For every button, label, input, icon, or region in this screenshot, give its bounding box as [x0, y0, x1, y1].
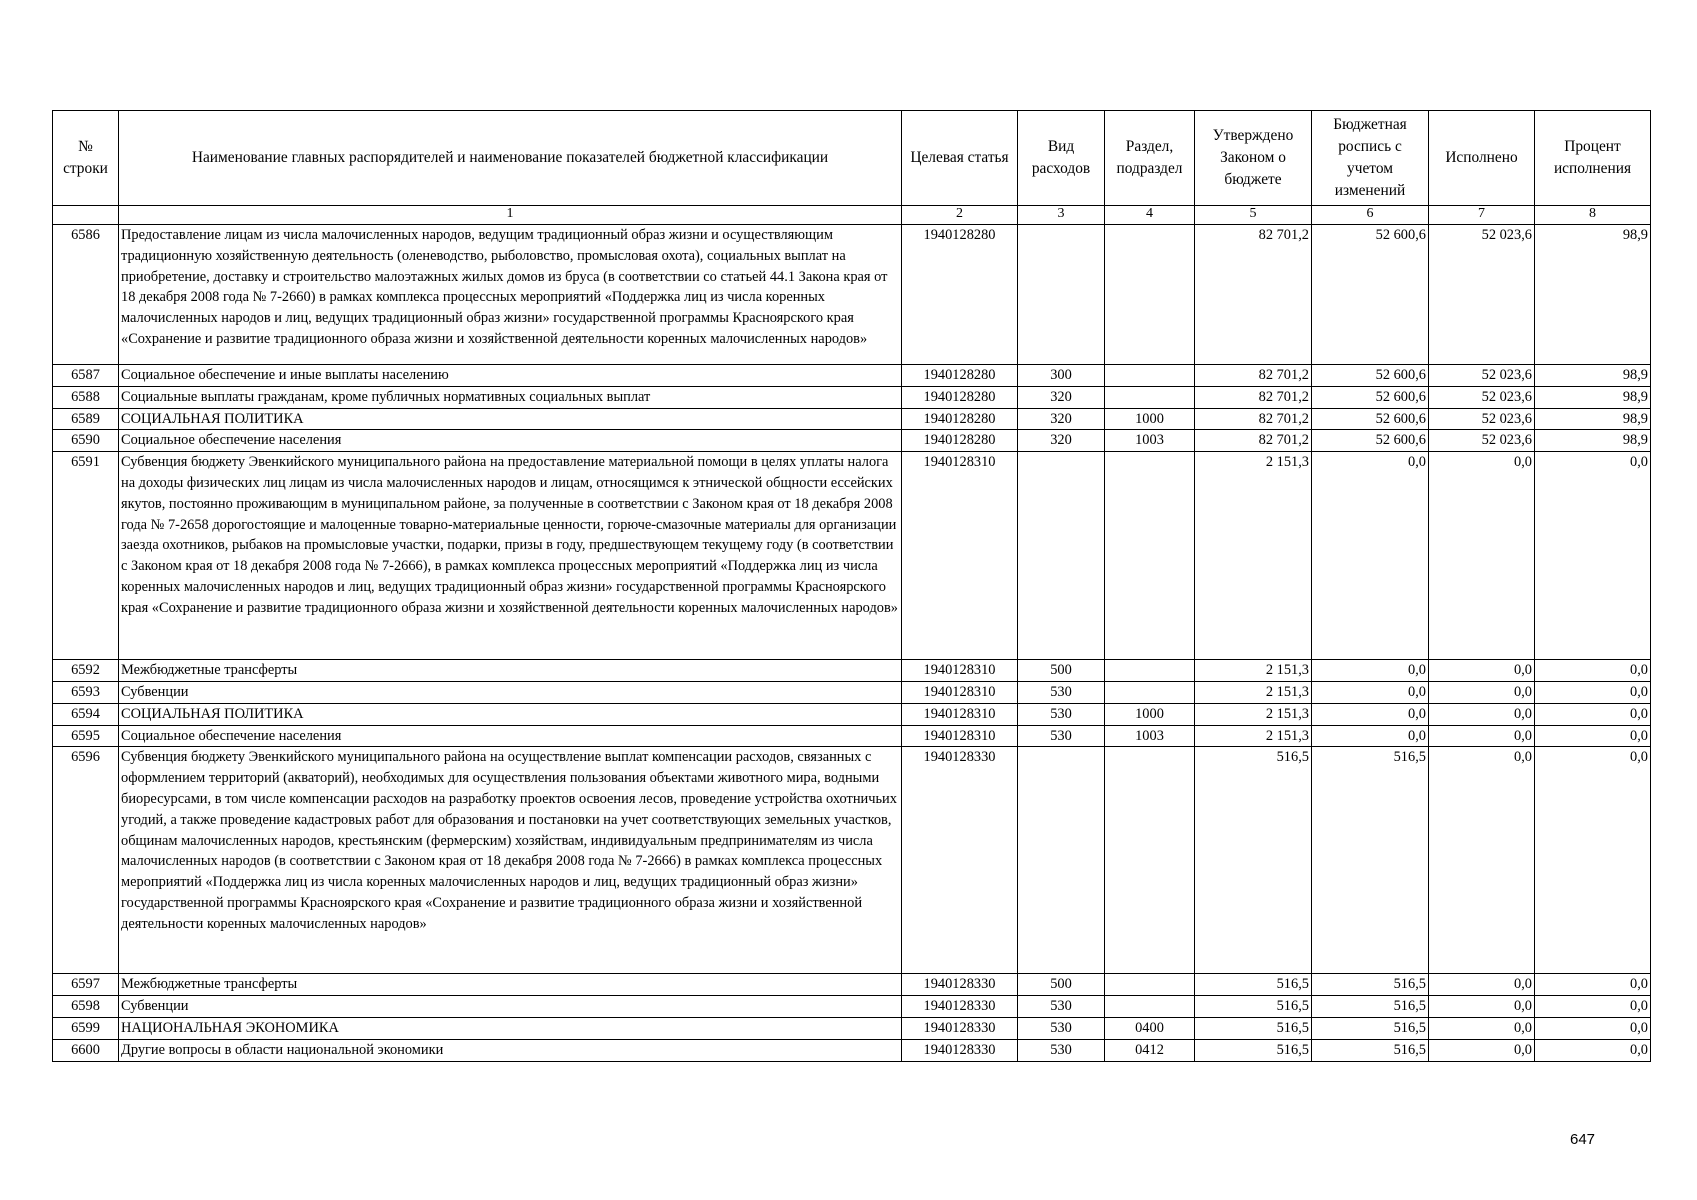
row-executed: 0,0 [1429, 452, 1535, 660]
column-number: 5 [1195, 206, 1312, 225]
row-number: 6593 [53, 681, 119, 703]
row-approved: 2 151,3 [1195, 452, 1312, 660]
row-executed: 0,0 [1429, 703, 1535, 725]
row-number: 6587 [53, 365, 119, 387]
row-expense-kind: 530 [1018, 1039, 1105, 1061]
column-number: 4 [1105, 206, 1195, 225]
row-approved: 82 701,2 [1195, 386, 1312, 408]
row-percent: 98,9 [1535, 408, 1651, 430]
row-approved: 82 701,2 [1195, 365, 1312, 387]
row-name: Предоставление лицам из числа малочисленных народов, ведущим традиционный образ жизни и осуществляющим традиционную хозяйственную деятельность (оленеводство, рыболовство, промысловая охота), социальных выплат на приобретение, доставку и строительство малоэтажных жилых домов из бруса (в соответствии со статьей 44.1 Закона края от 18 декабря 2008 года № 7-2660) в рамках комплекса процессных мероприятий «Поддержка лиц из числа коренных малочисленных народов и лиц, ведущих традиционный образ жизни» государственной программы Красноярского края «Сохранение и развитие традиционного образа жизни и хозяйственной деятельности коренных малочисленных народов» [119, 225, 902, 365]
row-approved: 516,5 [1195, 996, 1312, 1018]
header-row [53, 111, 1651, 206]
header-target-article: Целевая статья [902, 111, 1018, 206]
row-number: 6596 [53, 747, 119, 974]
table-row [53, 386, 1651, 408]
row-number: 6592 [53, 660, 119, 682]
row-name: НАЦИОНАЛЬНАЯ ЭКОНОМИКА [119, 1017, 902, 1039]
table-row [53, 408, 1651, 430]
row-expense-kind: 320 [1018, 430, 1105, 452]
row-percent: 0,0 [1535, 725, 1651, 747]
row-number: 6591 [53, 452, 119, 660]
row-budget-schedule: 0,0 [1312, 660, 1429, 682]
table-row [53, 974, 1651, 996]
row-approved: 516,5 [1195, 747, 1312, 974]
row-percent: 0,0 [1535, 703, 1651, 725]
row-percent: 0,0 [1535, 1017, 1651, 1039]
row-section: 1003 [1105, 725, 1195, 747]
row-name: Субвенция бюджету Эвенкийского муниципального района на предоставление материальной помощи в целях уплаты налога на доходы физических лиц лицам из числа малочисленных народов и лицам, относящимся к этнической общности ессейских якутов, постоянно проживающим в муниципальном районе, за полученные в соответствии с Законом края от 18 декабря 2008 года № 7-2658 дорогостоящие и малоценные товарно-материальные ценности, горюче-смазочные материалы для организации заезда охотников, рыбаков на промысловые участки, подарки, призы в году, предшествующем текущему году (в соответствии с Законом края от 18 декабря 2008 года № 7-2666), в рамках комплекса процессных мероприятий «Поддержка лиц из числа коренных малочисленных народов и лиц, ведущих традиционный образ жизни» государственной программы Красноярского края «Сохранение и развитие традиционного образа жизни и хозяйственной деятельности коренных малочисленных народов» [119, 452, 902, 660]
row-percent: 0,0 [1535, 452, 1651, 660]
row-name: Межбюджетные трансферты [119, 660, 902, 682]
row-percent: 0,0 [1535, 1039, 1651, 1061]
table-row [53, 996, 1651, 1018]
row-number: 6586 [53, 225, 119, 365]
row-executed: 0,0 [1429, 974, 1535, 996]
row-executed: 0,0 [1429, 660, 1535, 682]
row-executed: 52 023,6 [1429, 225, 1535, 365]
row-budget-schedule: 52 600,6 [1312, 408, 1429, 430]
row-expense-kind: 500 [1018, 660, 1105, 682]
row-executed: 0,0 [1429, 1039, 1535, 1061]
row-percent: 0,0 [1535, 974, 1651, 996]
row-budget-schedule: 0,0 [1312, 725, 1429, 747]
column-number: 7 [1429, 206, 1535, 225]
row-number: 6595 [53, 725, 119, 747]
row-section: 0400 [1105, 1017, 1195, 1039]
row-budget-schedule: 0,0 [1312, 452, 1429, 660]
row-budget-schedule: 0,0 [1312, 681, 1429, 703]
row-executed: 0,0 [1429, 1017, 1535, 1039]
table-row [53, 430, 1651, 452]
row-budget-schedule: 516,5 [1312, 974, 1429, 996]
row-name: Социальное обеспечение населения [119, 725, 902, 747]
column-number: 6 [1312, 206, 1429, 225]
column-number: 3 [1018, 206, 1105, 225]
row-target-article: 1940128280 [902, 408, 1018, 430]
row-executed: 52 023,6 [1429, 430, 1535, 452]
page-number: 647 [1570, 1131, 1596, 1148]
row-budget-schedule: 516,5 [1312, 1017, 1429, 1039]
row-number: 6598 [53, 996, 119, 1018]
row-name: Субвенции [119, 996, 902, 1018]
header-row-number: № строки [53, 111, 119, 206]
table-row [53, 660, 1651, 682]
column-number: 2 [902, 206, 1018, 225]
row-approved: 82 701,2 [1195, 225, 1312, 365]
row-section: 1000 [1105, 408, 1195, 430]
table-row [53, 681, 1651, 703]
row-target-article: 1940128280 [902, 386, 1018, 408]
row-executed: 0,0 [1429, 681, 1535, 703]
table-row [53, 1017, 1651, 1039]
header-section: Раздел, подраздел [1105, 111, 1195, 206]
row-section [1105, 452, 1195, 660]
row-budget-schedule: 516,5 [1312, 996, 1429, 1018]
row-executed: 0,0 [1429, 996, 1535, 1018]
row-percent: 98,9 [1535, 365, 1651, 387]
row-budget-schedule: 516,5 [1312, 1039, 1429, 1061]
row-percent: 98,9 [1535, 430, 1651, 452]
header-percent: Процент исполнения [1535, 111, 1651, 206]
row-section: 1003 [1105, 430, 1195, 452]
header-approved: Утверждено Законом о бюджете [1195, 111, 1312, 206]
row-name: Социальные выплаты гражданам, кроме публичных нормативных социальных выплат [119, 386, 902, 408]
table-row [53, 452, 1651, 660]
header-expense-kind: Вид расходов [1018, 111, 1105, 206]
row-expense-kind: 530 [1018, 703, 1105, 725]
column-number-row [53, 206, 1651, 225]
row-target-article: 1940128310 [902, 660, 1018, 682]
row-budget-schedule: 52 600,6 [1312, 386, 1429, 408]
row-executed: 52 023,6 [1429, 365, 1535, 387]
row-name: Субвенция бюджету Эвенкийского муниципального района на осуществление выплат компенсации расходов, связанных с оформлением территорий (акваторий), необходимых для осуществления пользования объектами животного мира, водными биоресурсами, в том числе компенсации расходов на разработку проектов освоения лесов, проведение устройства охотничьих угодий, а также проведение кадастровых работ для образования и постановки на учет соответствующих земельных участков, общинам малочисленных народов, крестьянским (фермерским) хозяйствам, индивидуальным предпринимателям из числа малочисленных народов (в соответствии с Законом края от 18 декабря 2008 года № 7-2666) в рамках комплекса процессных мероприятий «Поддержка лиц из числа коренных малочисленных народов и лиц, ведущих традиционный образ жизни» государственной программы Красноярского края «Сохранение и развитие традиционного образа жизни и хозяйственной деятельности коренных малочисленных народов» [119, 747, 902, 974]
row-section [1105, 747, 1195, 974]
table-row [53, 225, 1651, 365]
row-target-article: 1940128280 [902, 430, 1018, 452]
row-name: СОЦИАЛЬНАЯ ПОЛИТИКА [119, 703, 902, 725]
row-section: 0412 [1105, 1039, 1195, 1061]
row-budget-schedule: 0,0 [1312, 703, 1429, 725]
column-number: 8 [1535, 206, 1651, 225]
row-name: Социальное обеспечение и иные выплаты населению [119, 365, 902, 387]
row-number: 6589 [53, 408, 119, 430]
row-expense-kind: 500 [1018, 974, 1105, 996]
row-expense-kind: 530 [1018, 681, 1105, 703]
row-target-article: 1940128330 [902, 1017, 1018, 1039]
row-target-article: 1940128330 [902, 1039, 1018, 1061]
table-row [53, 365, 1651, 387]
header-name: Наименование главных распорядителей и наименование показателей бюджетной классификации [119, 111, 902, 206]
budget-table [52, 110, 1651, 1062]
row-number: 6590 [53, 430, 119, 452]
row-name: СОЦИАЛЬНАЯ ПОЛИТИКА [119, 408, 902, 430]
row-target-article: 1940128310 [902, 681, 1018, 703]
row-target-article: 1940128330 [902, 996, 1018, 1018]
row-expense-kind: 530 [1018, 996, 1105, 1018]
table-row [53, 703, 1651, 725]
row-percent: 0,0 [1535, 747, 1651, 974]
table-row [53, 725, 1651, 747]
row-target-article: 1940128330 [902, 974, 1018, 996]
row-approved: 2 151,3 [1195, 660, 1312, 682]
row-target-article: 1940128280 [902, 225, 1018, 365]
row-expense-kind: 320 [1018, 386, 1105, 408]
table-row [53, 747, 1651, 974]
row-percent: 98,9 [1535, 386, 1651, 408]
row-approved: 2 151,3 [1195, 681, 1312, 703]
row-percent: 0,0 [1535, 996, 1651, 1018]
row-target-article: 1940128310 [902, 452, 1018, 660]
row-section [1105, 681, 1195, 703]
row-number: 6597 [53, 974, 119, 996]
row-budget-schedule: 516,5 [1312, 747, 1429, 974]
row-executed: 0,0 [1429, 725, 1535, 747]
header-budget-schedule: Бюджетная роспись с учетом изменений [1312, 111, 1429, 206]
row-section: 1000 [1105, 703, 1195, 725]
row-number: 6599 [53, 1017, 119, 1039]
row-approved: 2 151,3 [1195, 703, 1312, 725]
row-approved: 516,5 [1195, 1017, 1312, 1039]
row-target-article: 1940128280 [902, 365, 1018, 387]
row-section [1105, 996, 1195, 1018]
row-expense-kind [1018, 747, 1105, 974]
row-number: 6594 [53, 703, 119, 725]
row-expense-kind: 530 [1018, 1017, 1105, 1039]
row-percent: 0,0 [1535, 681, 1651, 703]
row-section [1105, 225, 1195, 365]
row-section [1105, 974, 1195, 996]
row-expense-kind [1018, 452, 1105, 660]
row-executed: 52 023,6 [1429, 408, 1535, 430]
row-number: 6600 [53, 1039, 119, 1061]
row-executed: 0,0 [1429, 747, 1535, 974]
row-approved: 516,5 [1195, 974, 1312, 996]
row-expense-kind: 320 [1018, 408, 1105, 430]
row-name: Межбюджетные трансферты [119, 974, 902, 996]
column-number: 1 [119, 206, 902, 225]
row-approved: 82 701,2 [1195, 430, 1312, 452]
row-section [1105, 660, 1195, 682]
row-approved: 82 701,2 [1195, 408, 1312, 430]
row-expense-kind: 300 [1018, 365, 1105, 387]
row-section [1105, 386, 1195, 408]
row-approved: 516,5 [1195, 1039, 1312, 1061]
row-target-article: 1940128310 [902, 725, 1018, 747]
row-budget-schedule: 52 600,6 [1312, 365, 1429, 387]
row-approved: 2 151,3 [1195, 725, 1312, 747]
row-percent: 0,0 [1535, 660, 1651, 682]
row-budget-schedule: 52 600,6 [1312, 430, 1429, 452]
row-target-article: 1940128330 [902, 747, 1018, 974]
row-name: Другие вопросы в области национальной экономики [119, 1039, 902, 1061]
row-section [1105, 365, 1195, 387]
row-expense-kind [1018, 225, 1105, 365]
row-number: 6588 [53, 386, 119, 408]
row-budget-schedule: 52 600,6 [1312, 225, 1429, 365]
table-row [53, 1039, 1651, 1061]
row-percent: 98,9 [1535, 225, 1651, 365]
column-number-blank [53, 206, 119, 225]
row-target-article: 1940128310 [902, 703, 1018, 725]
row-name: Субвенции [119, 681, 902, 703]
row-executed: 52 023,6 [1429, 386, 1535, 408]
header-executed: Исполнено [1429, 111, 1535, 206]
row-name: Социальное обеспечение населения [119, 430, 902, 452]
row-expense-kind: 530 [1018, 725, 1105, 747]
